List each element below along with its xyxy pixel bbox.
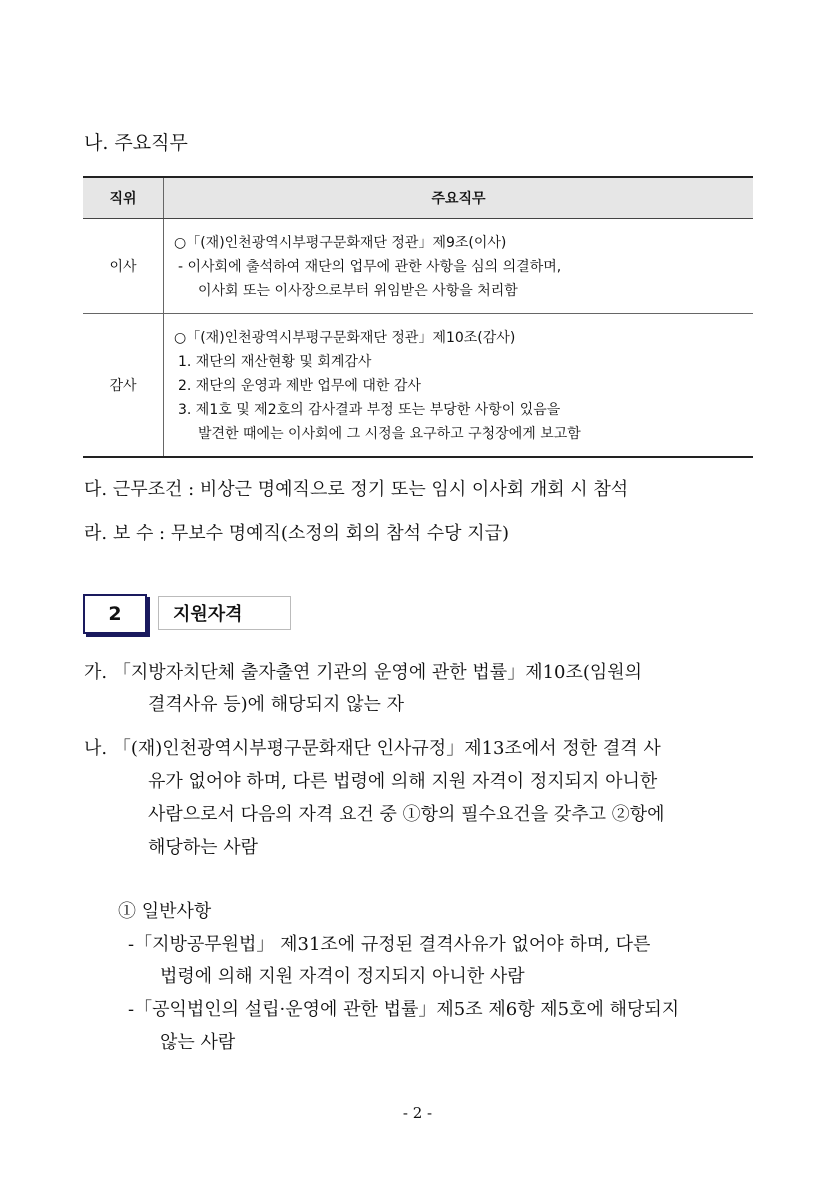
header-position: 직위 (83, 177, 164, 219)
header-main-duties: 주요직무 (164, 177, 754, 219)
qualification-na-line2: 유가 없어야 하며, 다른 법령에 의해 지원 자격이 정지되지 아니한 (148, 771, 658, 792)
duty-line: 2. 재단의 운영과 제반 업무에 대한 감사 (178, 378, 421, 394)
page-number: - 2 - (402, 1104, 433, 1122)
qualification-ga-line2: 결격사유 등)에 해당되지 않는 자 (148, 694, 404, 715)
general-item1-line1: -「지방공무원법」 제31조에 규정된 결격사유가 없어야 하며, 다른 (128, 934, 651, 955)
table-row-director (83, 219, 753, 314)
duties-director (164, 219, 754, 314)
duty-line: 3. 제1호 및 제2호의 감사결과 부정 또는 부당한 사항이 있음을 (178, 402, 561, 418)
qualification-ga-line1: 가. 「지방자치단체 출자출연 기관의 운영에 관한 법률」제10조(임원의 (84, 662, 643, 683)
section-number: 2 (83, 594, 147, 634)
qualification-na-line3: 사람으로서 다음의 자격 요건 중 ①항의 필수요건을 갖추고 ②항에 (148, 804, 665, 825)
position-director: 이사 (83, 219, 164, 314)
duty-line: 1. 재단의 재산현황 및 회계감사 (178, 354, 372, 370)
section-heading-main-duties: 나. 주요직무 (84, 132, 188, 154)
duty-line: ○「(재)인천광역시부평구문화재단 정관」제9조(이사) (174, 235, 507, 251)
general-item2-line1: -「공익법인의 설립·운영에 관한 법률」제5조 제6항 제5호에 해당되지 (128, 999, 680, 1020)
qualification-na-line4: 해당하는 사람 (148, 837, 259, 858)
qualification-na-line1: 나. 「(재)인천광역시부평구문화재단 인사규정」제13조에서 정한 결격 사 (84, 738, 661, 759)
general-heading: ① 일반사항 (118, 901, 212, 922)
compensation: 라. 보 수 : 무보수 명예직(소정의 회의 참석 수당 지급) (84, 523, 510, 544)
duty-line: 이사회 또는 이사장으로부터 위임받은 사항을 처리함 (198, 283, 518, 299)
work-condition: 다. 근무조건 : 비상근 명예직으로 정기 또는 임시 이사회 개회 시 참석 (84, 479, 629, 500)
section-title: 지원자격 (158, 596, 291, 630)
duty-line: ○「(재)인천광역시부평구문화재단 정관」제10조(감사) (174, 330, 516, 346)
general-item2-line2: 않는 사람 (160, 1032, 236, 1053)
table-header-row (83, 177, 753, 219)
duties-table (83, 176, 753, 458)
duties-auditor (164, 314, 754, 458)
position-auditor: 감사 (83, 314, 164, 458)
table-row-auditor (83, 314, 753, 458)
duty-line: 발견한 때에는 이사회에 그 시정을 요구하고 구청장에게 보고함 (198, 426, 581, 442)
duty-line: - 이사회에 출석하여 재단의 업무에 관한 사항을 심의 의결하며, (178, 259, 562, 275)
general-item1-line2: 법령에 의해 지원 자격이 정지되지 아니한 사람 (160, 966, 525, 987)
